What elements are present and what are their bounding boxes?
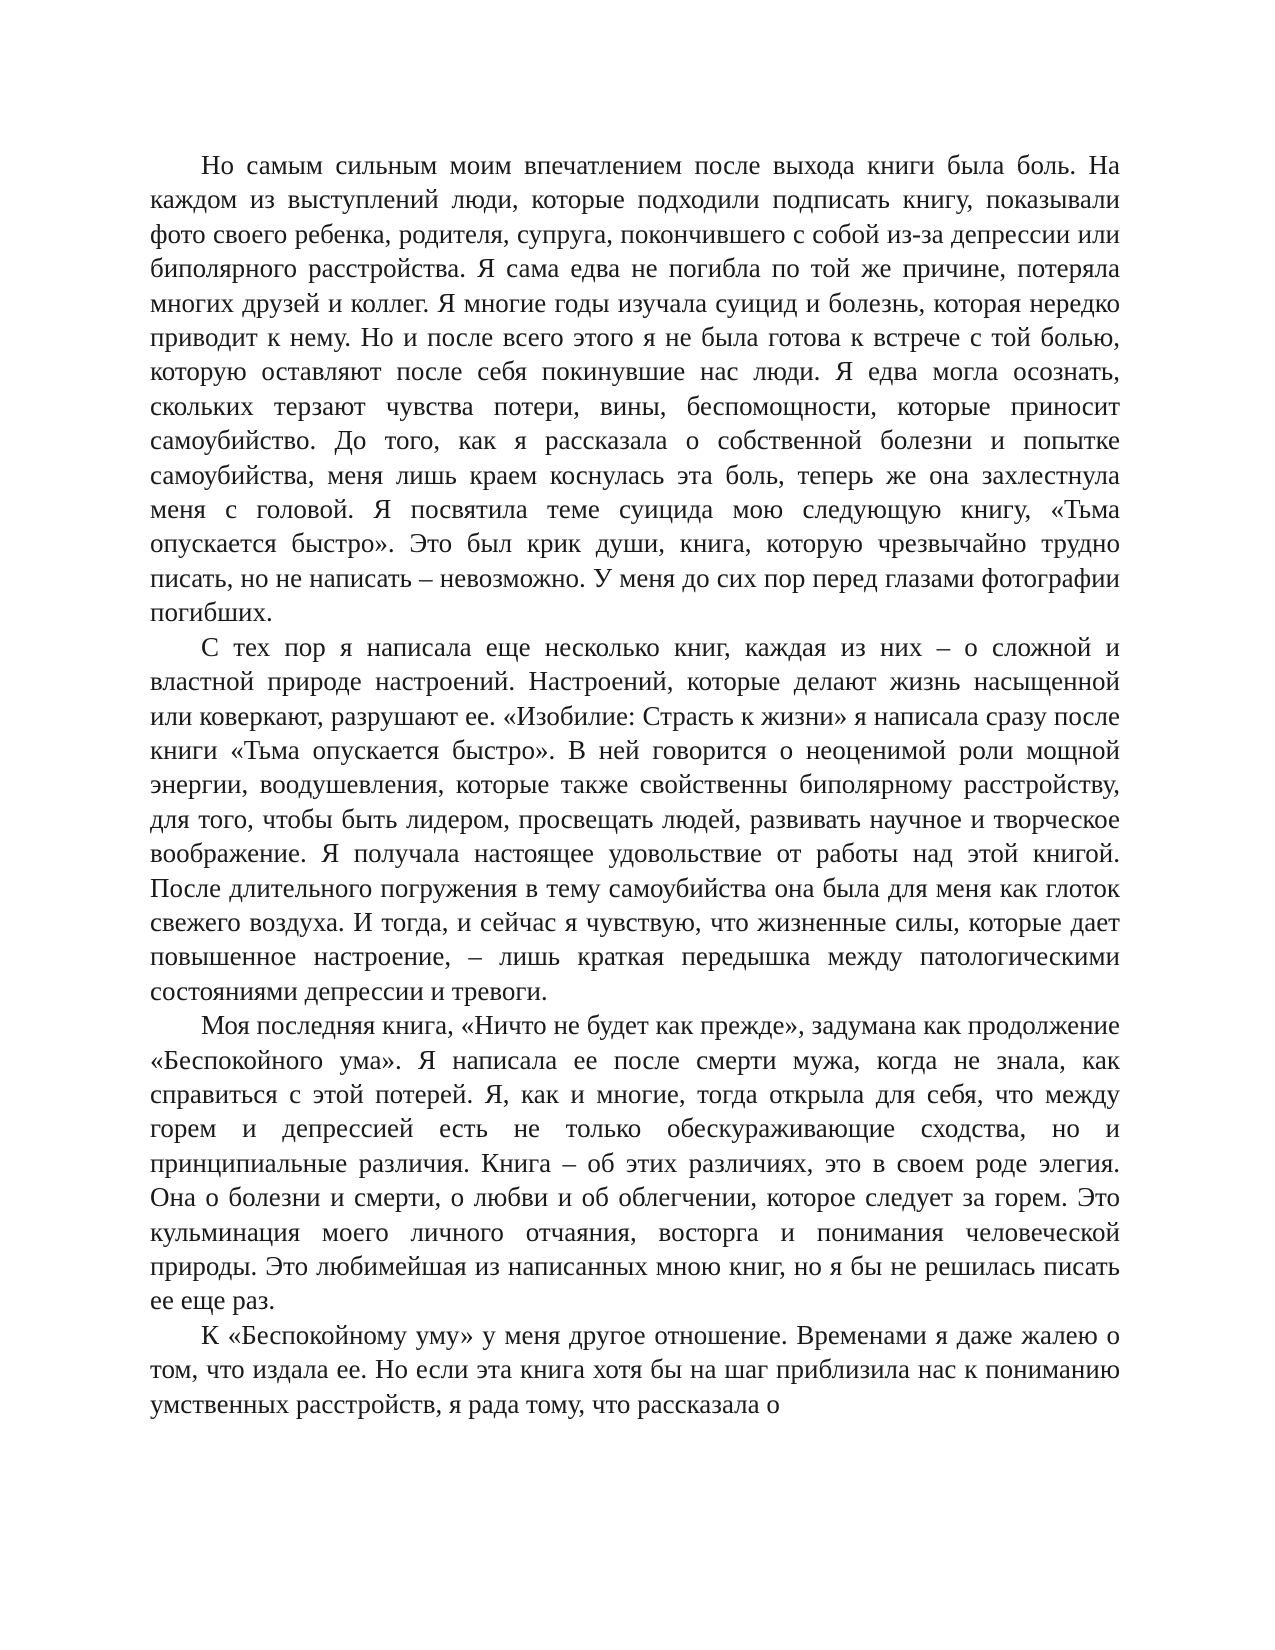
body-text: [150, 148, 1120, 1421]
paragraph: С тех пор я написала еще несколько книг, каждая из них – о сложной и властной природе настроений. Настроений, которые делают жизнь насыщенной или коверкают, разрушают ее. «Изобилие: Страсть к жизни» я написала сразу после книги «Тьма опускается быстро». В ней говорится о неоценимой роли мощной энергии, воодушевления, которые также свойственны биполярному расстройству, для того, чтобы быть лидером, просвещать людей, развивать научное и творческое воображение. Я получала настоящее удовольствие от работы над этой книгой. После длительного погружения в тему самоубийства она была для меня как глоток свежего воздуха. И тогда, и сейчас я чувствую, что жизненные силы, которые дает повышенное настроение, – лишь краткая передышка между патологическими состояниями депрессии и тревоги.: [150, 631, 1120, 1006]
paragraph: Но самым сильным моим впечатлением после выхода книги была боль. На каждом из выступлений люди, которые подходили подписать книгу, показывали фото своего ребенка, родителя, супруга, покончившего с собой из-за депрессии или биполярного расстройства. Я сама едва не погибла по той же причине, потеряла многих друзей и коллег. Я многие годы изучала суицид и болезнь, которая нередко приводит к нему. Но и после всего этого я не была готова к встрече с той болью, которую оставляют после себя покинувшие нас люди. Я едва могла осознать, скольких терзают чувства потери, вины, беспомощности, которые приносит самоубийство. До того, как я рассказала о собственной болезни и попытке самоубийства, меня лишь краем коснулась эта боль, теперь же она захлестнула меня с головой. Я посвятила теме суицида мою следующую книгу, «Тьма опускается быстро». Это был крик души, книга, которую чрезвычайно трудно писать, но не написать – невозможно. У меня до сих пор перед глазами фотографии погибших.: [150, 150, 1120, 628]
paragraph: К «Беспокойному уму» у меня другое отношение. Временами я даже жалею о том, что издала ее. Но если эта книга хотя бы на шаг приблизила нас к пониманию умственных расстройств, я рада тому, что рассказала о: [150, 1319, 1120, 1419]
paragraph: Моя последняя книга, «Ничто не будет как прежде», задумана как продолжение «Беспокойного ума». Я написала ее после смерти мужа, когда не знала, как справиться с этой потерей. Я, как и многие, тогда открыла для себя, что между горем и депрессией есть не только обескураживающие сходства, но и принципиальные различия. Книга – об этих различиях, это в своем роде элегия. Она о болезни и смерти, о любви и об облегчении, которое следует за горем. Это кульминация моего личного отчаяния, восторга и понимания человеческой природы. Это любимейшая из написанных мною книг, но я бы не решилась писать ее еще раз.: [150, 1010, 1120, 1316]
